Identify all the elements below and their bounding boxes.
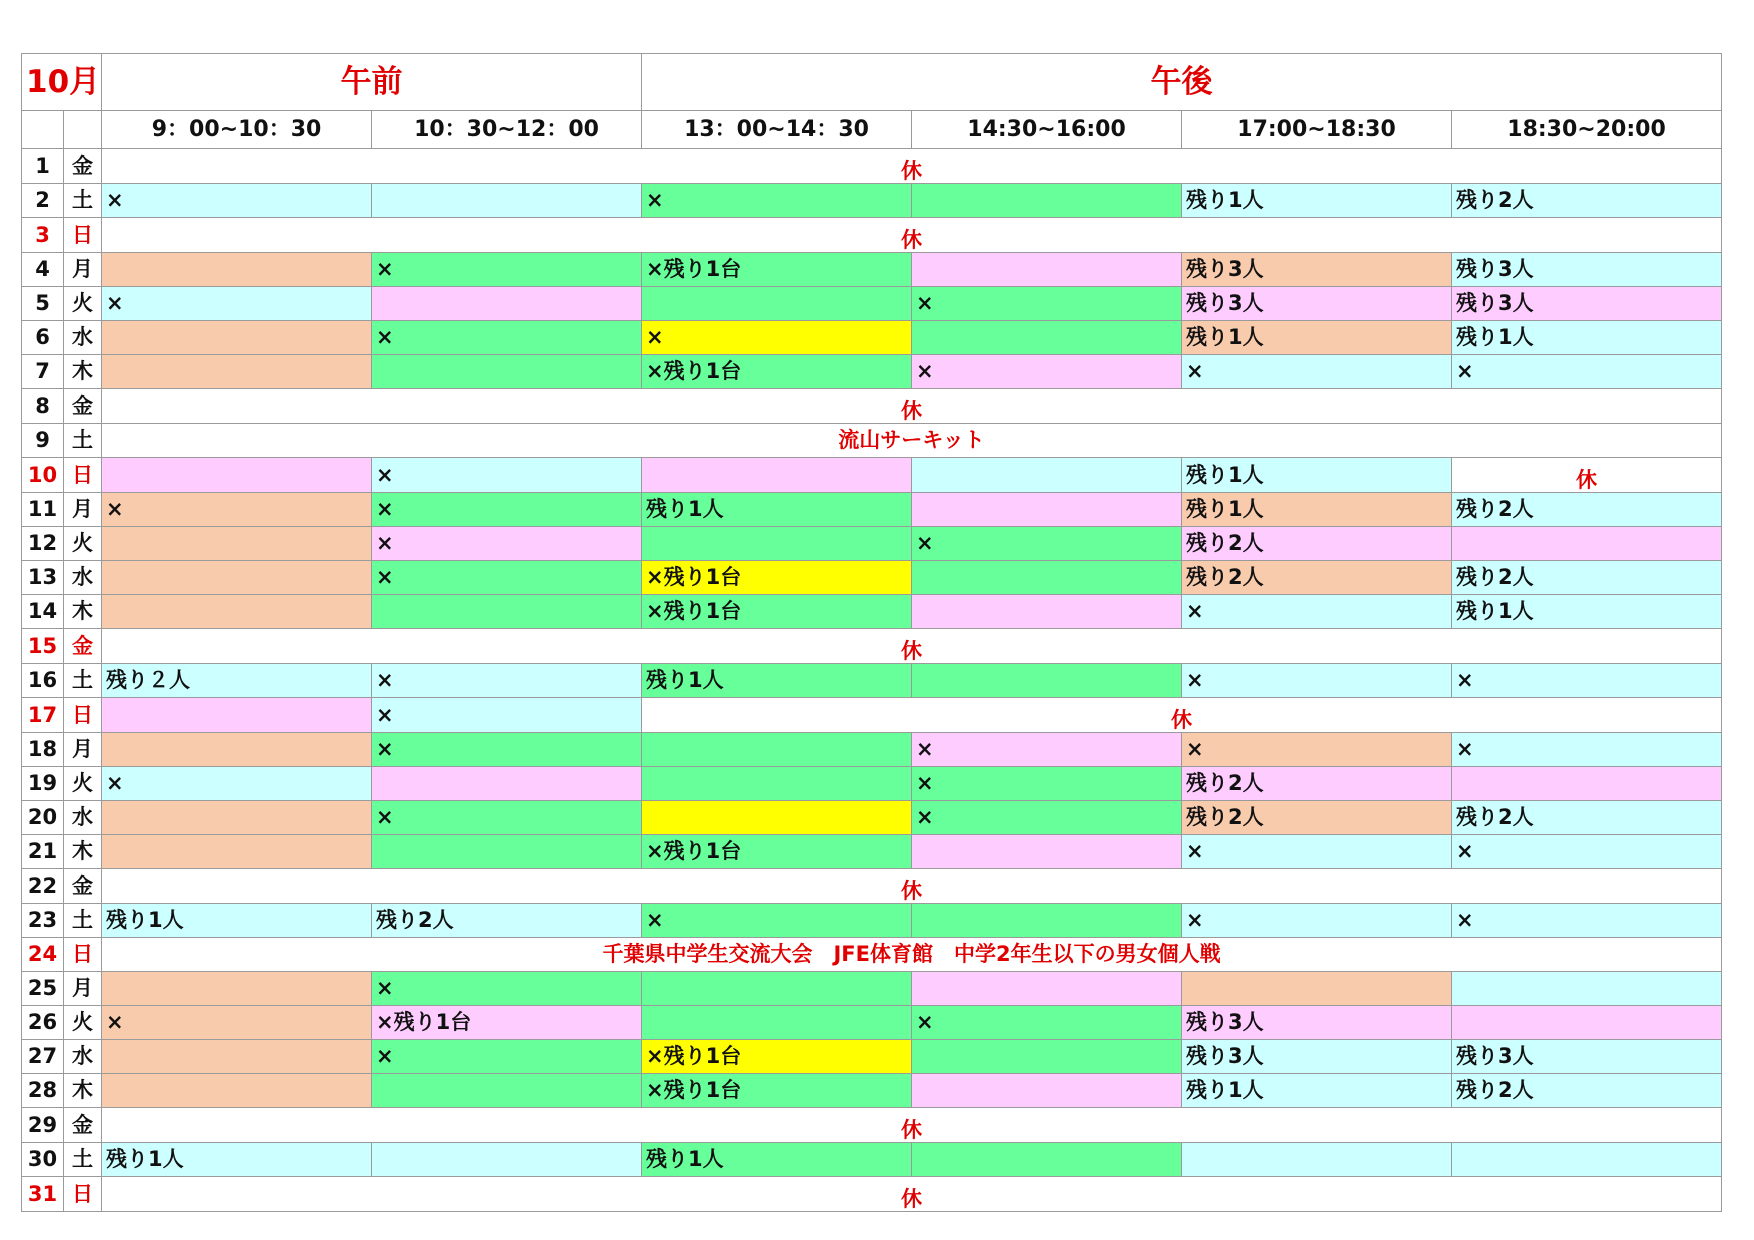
- weekday: 水: [64, 321, 102, 355]
- slot-cell[interactable]: [912, 835, 1182, 869]
- day-row: [22, 253, 1722, 287]
- day-row: [22, 149, 1722, 184]
- weekday: 木: [64, 835, 102, 869]
- weekday: 日: [64, 938, 102, 972]
- closed-day-label: 休: [102, 629, 1722, 664]
- day-number: 17: [22, 698, 64, 733]
- slot-cell[interactable]: ×: [372, 972, 642, 1006]
- day-number: 31: [22, 1177, 64, 1212]
- weekday: 月: [64, 253, 102, 287]
- weekday: 日: [64, 218, 102, 253]
- slot-cell[interactable]: [1452, 1006, 1722, 1040]
- slot-cell[interactable]: [102, 1074, 372, 1108]
- slot-cell[interactable]: ×: [372, 527, 642, 561]
- slot-cell[interactable]: ×: [372, 321, 642, 355]
- slot-cell[interactable]: 残り1人: [1182, 458, 1452, 493]
- day-row: [22, 1040, 1722, 1074]
- day-row: [22, 389, 1722, 424]
- day-row: [22, 1108, 1722, 1143]
- slot-cell[interactable]: 残り2人: [1452, 184, 1722, 218]
- header-blank-weekday: [64, 111, 102, 149]
- day-row: [22, 664, 1722, 698]
- slot-cell[interactable]: [102, 972, 372, 1006]
- day-row: [22, 527, 1722, 561]
- weekday: 金: [64, 149, 102, 184]
- day-row: [22, 1177, 1722, 1212]
- slot-cell[interactable]: 残り２人: [102, 664, 372, 698]
- slot-cell[interactable]: ×残り1台: [642, 561, 912, 595]
- day-number: 19: [22, 767, 64, 801]
- day-row: [22, 835, 1722, 869]
- slot-cell[interactable]: 残り1人: [642, 493, 912, 527]
- slot-cell[interactable]: [912, 458, 1182, 493]
- slot-cell[interactable]: [1452, 972, 1722, 1006]
- weekday: 日: [64, 458, 102, 493]
- day-number: 18: [22, 733, 64, 767]
- slot-cell[interactable]: ×: [642, 321, 912, 355]
- slot-cell[interactable]: ×残り1台: [642, 1074, 912, 1108]
- slot-cell[interactable]: ×残り1台: [642, 1040, 912, 1074]
- slot-cell[interactable]: 残り3人: [1182, 1040, 1452, 1074]
- slot-cell[interactable]: 残り3人: [1452, 287, 1722, 321]
- day-number: 7: [22, 355, 64, 389]
- slot-cell[interactable]: [1182, 1143, 1452, 1177]
- day-row: [22, 1143, 1722, 1177]
- slot-cell[interactable]: ×: [102, 1006, 372, 1040]
- day-number: 28: [22, 1074, 64, 1108]
- slot-cell[interactable]: ×: [1182, 664, 1452, 698]
- slot-cell[interactable]: ×: [912, 733, 1182, 767]
- slot-header: 9：00~10：30: [102, 111, 372, 149]
- day-number: 30: [22, 1143, 64, 1177]
- slot-cell[interactable]: ×: [642, 904, 912, 938]
- slot-cell[interactable]: [1182, 972, 1452, 1006]
- slot-cell[interactable]: [102, 253, 372, 287]
- day-number: 11: [22, 493, 64, 527]
- slot-cell[interactable]: ×: [912, 767, 1182, 801]
- day-row: [22, 733, 1722, 767]
- slot-cell[interactable]: 残り3人: [1182, 1006, 1452, 1040]
- weekday: 土: [64, 424, 102, 458]
- day-row: [22, 972, 1722, 1006]
- closed-day-label: 休: [102, 1108, 1722, 1143]
- day-number: 21: [22, 835, 64, 869]
- slot-cell[interactable]: 残り1人: [1182, 184, 1452, 218]
- slot-cell[interactable]: [642, 1006, 912, 1040]
- slot-header: 10：30~12：00: [372, 111, 642, 149]
- slot-cell[interactable]: ×: [1182, 904, 1452, 938]
- day-row: [22, 561, 1722, 595]
- day-row: [22, 1074, 1722, 1108]
- slot-cell[interactable]: [372, 835, 642, 869]
- slot-cell[interactable]: ×: [102, 767, 372, 801]
- day-row: [22, 355, 1722, 389]
- slot-cell[interactable]: ×: [372, 733, 642, 767]
- slot-cell[interactable]: ×残り1台: [642, 355, 912, 389]
- slot-cell[interactable]: ×: [102, 493, 372, 527]
- slot-cell[interactable]: ×: [1452, 904, 1722, 938]
- slot-cell[interactable]: ×: [1182, 355, 1452, 389]
- slot-cell[interactable]: 残り2人: [1452, 1074, 1722, 1108]
- slot-cell[interactable]: [912, 493, 1182, 527]
- slot-cell[interactable]: [912, 1143, 1182, 1177]
- slot-cell[interactable]: 残り3人: [1452, 253, 1722, 287]
- slot-cell[interactable]: [102, 835, 372, 869]
- day-row: [22, 1006, 1722, 1040]
- day-row: [22, 938, 1722, 972]
- slot-cell[interactable]: 残り1人: [642, 1143, 912, 1177]
- slot-cell[interactable]: ×: [372, 801, 642, 835]
- slot-cell[interactable]: ×: [102, 287, 372, 321]
- day-number: 1: [22, 149, 64, 184]
- weekday: 土: [64, 664, 102, 698]
- slot-cell[interactable]: [102, 321, 372, 355]
- day-row: [22, 698, 1722, 733]
- closed-slot-label[interactable]: 休: [1452, 458, 1722, 493]
- day-row: [22, 629, 1722, 664]
- slot-header: 17:00~18:30: [1182, 111, 1452, 149]
- slot-cell[interactable]: [642, 972, 912, 1006]
- day-number: 16: [22, 664, 64, 698]
- day-number: 6: [22, 321, 64, 355]
- slot-cell[interactable]: [1452, 1143, 1722, 1177]
- slot-cell[interactable]: [102, 698, 372, 733]
- slot-cell[interactable]: ×: [642, 184, 912, 218]
- day-number: 4: [22, 253, 64, 287]
- slot-cell[interactable]: [1452, 527, 1722, 561]
- weekday: 土: [64, 184, 102, 218]
- slot-cell[interactable]: [912, 664, 1182, 698]
- slot-cell[interactable]: ×: [372, 458, 642, 493]
- closed-afternoon-label: 休: [642, 698, 1722, 733]
- slot-cell[interactable]: [912, 1074, 1182, 1108]
- weekday: 土: [64, 904, 102, 938]
- weekday: 月: [64, 972, 102, 1006]
- slot-cell[interactable]: [912, 253, 1182, 287]
- slot-cell[interactable]: [372, 287, 642, 321]
- slot-cell[interactable]: ×: [912, 355, 1182, 389]
- slot-cell[interactable]: [642, 767, 912, 801]
- slot-cell[interactable]: ×: [372, 664, 642, 698]
- day-number: 13: [22, 561, 64, 595]
- slot-cell[interactable]: 残り3人: [1182, 287, 1452, 321]
- closed-day-label: 休: [102, 389, 1722, 424]
- slot-cell[interactable]: ×: [1182, 835, 1452, 869]
- slot-cell[interactable]: ×: [1452, 733, 1722, 767]
- slot-cell[interactable]: 残り1人: [642, 664, 912, 698]
- day-number: 26: [22, 1006, 64, 1040]
- slot-cell[interactable]: [912, 1040, 1182, 1074]
- slot-cell[interactable]: [642, 733, 912, 767]
- day-number: 15: [22, 629, 64, 664]
- afternoon-header: 午後: [642, 54, 1722, 111]
- slot-cell[interactable]: 残り2人: [1182, 561, 1452, 595]
- day-number: 27: [22, 1040, 64, 1074]
- slot-cell[interactable]: [102, 561, 372, 595]
- slot-cell[interactable]: [912, 972, 1182, 1006]
- day-number: 2: [22, 184, 64, 218]
- day-row: [22, 184, 1722, 218]
- event-note: 千葉県中学生交流大会 JFE体育館 中学2年生以下の男女個人戦: [102, 938, 1722, 972]
- slot-cell[interactable]: ×残り1台: [642, 835, 912, 869]
- weekday: 日: [64, 698, 102, 733]
- closed-day-label: 休: [102, 1177, 1722, 1212]
- slot-header: 18:30~20:00: [1452, 111, 1722, 149]
- day-number: 29: [22, 1108, 64, 1143]
- day-row: [22, 801, 1722, 835]
- weekday: 金: [64, 1108, 102, 1143]
- slot-cell[interactable]: ×: [1182, 595, 1452, 629]
- slot-cell[interactable]: 残り3人: [1182, 253, 1452, 287]
- slot-cell[interactable]: ×残り1台: [642, 253, 912, 287]
- slot-header: 14:30~16:00: [912, 111, 1182, 149]
- slot-cell[interactable]: ×: [372, 698, 642, 733]
- slot-cell[interactable]: ×: [372, 253, 642, 287]
- slot-cell[interactable]: [1452, 767, 1722, 801]
- slot-cell[interactable]: 残り1人: [1182, 321, 1452, 355]
- slot-cell[interactable]: 残り1人: [1452, 321, 1722, 355]
- slot-cell[interactable]: [102, 1040, 372, 1074]
- slot-cell[interactable]: [102, 733, 372, 767]
- closed-day-label: 休: [102, 869, 1722, 904]
- slot-cell[interactable]: 残り2人: [372, 904, 642, 938]
- month-title: 10月: [22, 54, 102, 111]
- day-number: 20: [22, 801, 64, 835]
- weekday: 金: [64, 629, 102, 664]
- slot-cell[interactable]: ×: [372, 561, 642, 595]
- day-number: 23: [22, 904, 64, 938]
- slot-cell[interactable]: 残り2人: [1182, 527, 1452, 561]
- slot-cell[interactable]: ×: [912, 527, 1182, 561]
- slot-cell[interactable]: ×: [1452, 835, 1722, 869]
- slot-cell[interactable]: 残り2人: [1452, 493, 1722, 527]
- header-row-slots: [22, 111, 1722, 149]
- slot-cell[interactable]: [912, 561, 1182, 595]
- slot-cell[interactable]: ×: [1452, 355, 1722, 389]
- day-number: 3: [22, 218, 64, 253]
- slot-cell[interactable]: ×: [912, 1006, 1182, 1040]
- slot-cell[interactable]: ×: [372, 1040, 642, 1074]
- weekday: 金: [64, 389, 102, 424]
- header-blank-day: [22, 111, 64, 149]
- day-number: 24: [22, 938, 64, 972]
- day-row: [22, 869, 1722, 904]
- slot-cell[interactable]: 残り1人: [1182, 1074, 1452, 1108]
- slot-cell[interactable]: [372, 1074, 642, 1108]
- slot-cell[interactable]: 残り1人: [102, 1143, 372, 1177]
- day-row: [22, 595, 1722, 629]
- slot-cell[interactable]: 残り3人: [1452, 1040, 1722, 1074]
- day-row: [22, 424, 1722, 458]
- slot-cell[interactable]: ×: [912, 801, 1182, 835]
- day-number: 5: [22, 287, 64, 321]
- slot-cell[interactable]: ×: [1452, 664, 1722, 698]
- day-number: 25: [22, 972, 64, 1006]
- slot-cell[interactable]: [912, 321, 1182, 355]
- slot-cell[interactable]: [642, 458, 912, 493]
- slot-cell[interactable]: 残り1人: [1452, 595, 1722, 629]
- weekday: 木: [64, 1074, 102, 1108]
- slot-cell[interactable]: [372, 595, 642, 629]
- slot-cell[interactable]: [912, 595, 1182, 629]
- day-number: 22: [22, 869, 64, 904]
- slot-cell[interactable]: [912, 904, 1182, 938]
- slot-cell[interactable]: ×: [102, 184, 372, 218]
- slot-cell[interactable]: 残り2人: [1452, 801, 1722, 835]
- slot-cell[interactable]: ×: [912, 287, 1182, 321]
- day-number: 14: [22, 595, 64, 629]
- day-row: [22, 767, 1722, 801]
- weekday: 日: [64, 1177, 102, 1212]
- day-row: [22, 218, 1722, 253]
- day-row: [22, 493, 1722, 527]
- slot-cell[interactable]: 残り1人: [102, 904, 372, 938]
- slot-cell[interactable]: 残り2人: [1452, 561, 1722, 595]
- weekday: 水: [64, 1040, 102, 1074]
- slot-cell[interactable]: [372, 355, 642, 389]
- weekday: 水: [64, 801, 102, 835]
- day-row: [22, 904, 1722, 938]
- weekday: 月: [64, 493, 102, 527]
- weekday: 火: [64, 527, 102, 561]
- day-number: 12: [22, 527, 64, 561]
- slot-cell[interactable]: 残り2人: [1182, 801, 1452, 835]
- day-row: [22, 321, 1722, 355]
- day-row: [22, 458, 1722, 493]
- event-note: 流山サーキット: [102, 424, 1722, 458]
- slot-cell[interactable]: ×: [372, 493, 642, 527]
- slot-cell[interactable]: ×残り1台: [372, 1006, 642, 1040]
- slot-header: 13：00~14：30: [642, 111, 912, 149]
- slot-cell[interactable]: [372, 767, 642, 801]
- weekday: 火: [64, 1006, 102, 1040]
- slot-cell[interactable]: [642, 801, 912, 835]
- slot-cell[interactable]: [372, 184, 642, 218]
- day-number: 8: [22, 389, 64, 424]
- slot-cell[interactable]: [102, 595, 372, 629]
- closed-day-label: 休: [102, 149, 1722, 184]
- weekday: 木: [64, 355, 102, 389]
- slot-cell[interactable]: 残り1人: [1182, 493, 1452, 527]
- slot-cell[interactable]: ×: [1182, 733, 1452, 767]
- slot-cell[interactable]: [642, 527, 912, 561]
- slot-cell[interactable]: [642, 287, 912, 321]
- schedule-body: [22, 54, 1722, 1212]
- weekday: 土: [64, 1143, 102, 1177]
- weekday: 火: [64, 767, 102, 801]
- day-number: 9: [22, 424, 64, 458]
- day-row: [22, 287, 1722, 321]
- slot-cell[interactable]: [372, 1143, 642, 1177]
- slot-cell[interactable]: [102, 527, 372, 561]
- weekday: 木: [64, 595, 102, 629]
- slot-cell[interactable]: [102, 458, 372, 493]
- weekday: 水: [64, 561, 102, 595]
- slot-cell[interactable]: [102, 355, 372, 389]
- morning-header: 午前: [102, 54, 642, 111]
- day-number: 10: [22, 458, 64, 493]
- slot-cell[interactable]: ×残り1台: [642, 595, 912, 629]
- weekday: 火: [64, 287, 102, 321]
- slot-cell[interactable]: [102, 801, 372, 835]
- slot-cell[interactable]: [912, 184, 1182, 218]
- slot-cell[interactable]: 残り2人: [1182, 767, 1452, 801]
- weekday: 月: [64, 733, 102, 767]
- closed-day-label: 休: [102, 218, 1722, 253]
- weekday: 金: [64, 869, 102, 904]
- reservation-schedule-table: [21, 53, 1722, 1212]
- header-row-periods: [22, 54, 1722, 111]
